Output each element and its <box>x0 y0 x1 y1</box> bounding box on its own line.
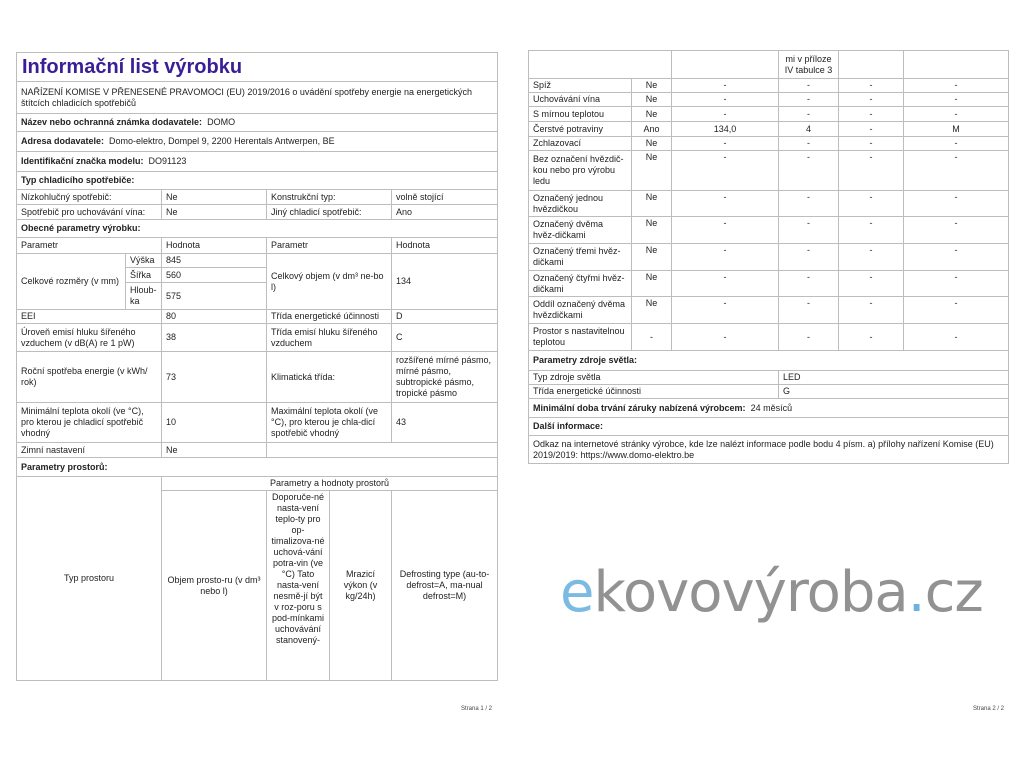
space-value: - <box>779 297 839 324</box>
space-row <box>529 122 1009 137</box>
cell: 43 <box>392 403 498 443</box>
warranty-row <box>529 399 1009 418</box>
space-value: - <box>779 93 839 107</box>
space-type: Zchlazovací <box>529 137 632 151</box>
space-type: Bez označení hvězdič-kou nebo pro výrobu ledu <box>529 151 632 191</box>
more-info-heading: Další informace: <box>533 421 604 431</box>
space-value: 134,0 <box>672 122 779 137</box>
regulation-text: NAŘÍZENÍ KOMISE V PŘENESENÉ PRAVOMOCI (EU) 2019/2016 o uvádění spotřeby energie na energetických štítcích chladicích spotřebičů <box>17 82 498 114</box>
cell: rozšířené mírné pásmo, mírné pásmo, subtropické pásmo, tropické pásmo <box>392 352 498 403</box>
cell: EEI <box>17 310 162 324</box>
space-value: - <box>904 324 1009 351</box>
space-value: Ne <box>632 191 672 217</box>
space-value: - <box>672 191 779 217</box>
cell: 10 <box>162 403 267 443</box>
space-type: S mírnou teplotou <box>529 107 632 122</box>
space-value: - <box>779 191 839 217</box>
address-label: Adresa dodavatele: <box>21 136 105 146</box>
cell: Spotřebič pro uchovávání vína: <box>17 205 162 220</box>
spaces-heading: Parametry prostorů: <box>21 461 108 472</box>
spaces-col-defrost: Defrosting type (au-to-defrost=A, ma-nual defrost=M) <box>392 491 498 681</box>
space-value: - <box>672 151 779 191</box>
header-cell: Parametr <box>17 238 162 254</box>
cell: Třída emisí hluku šířeného vzduchem <box>267 324 392 352</box>
cell: Klimatická třída: <box>267 352 392 403</box>
address-value: Domo-elektro, Dompel 9, 2200 Herentals Antwerpen, BE <box>109 136 335 146</box>
table-header-row <box>17 238 498 254</box>
space-row <box>529 151 1009 191</box>
cell: Jiný chladicí spotřebič: <box>267 205 392 220</box>
space-value: - <box>904 137 1009 151</box>
space-value: - <box>672 137 779 151</box>
table-row <box>17 403 498 443</box>
space-value: - <box>839 191 904 217</box>
cell: Třída energetické účinnosti <box>267 310 392 324</box>
cell: 80 <box>162 310 267 324</box>
space-value: - <box>904 271 1009 297</box>
space-value: - <box>839 151 904 191</box>
dimension-value: 845 <box>162 254 267 268</box>
cell: Ano <box>392 205 498 220</box>
cell: C <box>392 324 498 352</box>
space-value: - <box>904 93 1009 107</box>
space-type: Spíž <box>529 79 632 93</box>
cell: 73 <box>162 352 267 403</box>
table-row <box>17 310 498 324</box>
space-value: - <box>839 79 904 93</box>
space-value: Ne <box>632 93 672 107</box>
space-value: - <box>672 324 779 351</box>
watermark-logo: ekovovýroba.cz <box>560 560 983 625</box>
header-cell: Hodnota <box>162 238 267 254</box>
space-value: - <box>672 217 779 244</box>
spaces-group-header: Parametry a hodnoty prostorů <box>162 477 498 491</box>
product-info-table-page2 <box>528 50 1009 464</box>
space-value: - <box>839 137 904 151</box>
space-row <box>529 244 1009 271</box>
space-value: - <box>839 324 904 351</box>
spaces-col-volume: Objem prosto-ru (v dm³ nebo l) <box>162 491 267 681</box>
space-value: - <box>779 151 839 191</box>
volume-label: Celkový objem (v dm³ ne-bo l) <box>267 254 392 310</box>
space-row <box>529 191 1009 217</box>
light-value: LED <box>779 371 1009 385</box>
space-value: Ne <box>632 217 672 244</box>
table-row <box>17 443 498 458</box>
space-row <box>529 137 1009 151</box>
space-value: - <box>779 79 839 93</box>
cell: Ne <box>162 190 267 205</box>
space-value: - <box>779 217 839 244</box>
light-param: Typ zdroje světla <box>529 371 779 385</box>
space-type: Čerstvé potraviny <box>529 122 632 137</box>
page-number-2: Strana 2 / 2 <box>973 706 1005 712</box>
space-type: Označený čtyřmi hvěz-dičkami <box>529 271 632 297</box>
winter-value: Ne <box>162 443 267 458</box>
cell: Konstrukční typ: <box>267 190 392 205</box>
space-value: M <box>904 122 1009 137</box>
space-value: - <box>672 244 779 271</box>
space-value: - <box>632 324 672 351</box>
table-row <box>17 352 498 403</box>
type-heading: Typ chladicího spotřebiče: <box>21 175 135 185</box>
product-info-table-page1 <box>16 52 498 681</box>
space-row <box>529 297 1009 324</box>
table-row <box>17 190 498 205</box>
space-type: Oddíl označený dvěma hvězdičkami <box>529 297 632 324</box>
space-type: Prostor s nastavitelnou teplotou <box>529 324 632 351</box>
space-value: - <box>839 93 904 107</box>
space-value: - <box>904 191 1009 217</box>
cell: Nízkohlučný spotřebič: <box>17 190 162 205</box>
supplier-label: Název nebo ochranná známka dodavatele: <box>21 117 203 127</box>
space-value: - <box>672 79 779 93</box>
space-type: Uchovávání vína <box>529 93 632 107</box>
document-title: Informační list výrobku <box>17 53 498 82</box>
space-value: Ne <box>632 297 672 324</box>
space-value: - <box>904 107 1009 122</box>
dimensions-label: Celkové rozměry (v mm) <box>17 254 126 310</box>
space-value: - <box>839 107 904 122</box>
dimension-name: Hloub-ka <box>126 283 162 310</box>
space-value: Ano <box>632 122 672 137</box>
light-param: Třída energetické účinnosti <box>529 385 779 399</box>
space-type: Označený jednou hvězdičkou <box>529 191 632 217</box>
cell: D <box>392 310 498 324</box>
space-row <box>529 107 1009 122</box>
space-value: - <box>672 297 779 324</box>
cell: Roční spotřeba energie (v kWh/ rok) <box>17 352 162 403</box>
page-number-1: Strana 1 / 2 <box>461 706 493 712</box>
light-value: G <box>779 385 1009 399</box>
space-value: 4 <box>779 122 839 137</box>
space-value: Ne <box>632 271 672 297</box>
table-row <box>17 324 498 352</box>
space-value: - <box>839 122 904 137</box>
space-value: Ne <box>632 107 672 122</box>
space-value: - <box>779 244 839 271</box>
space-value: - <box>672 107 779 122</box>
space-value: - <box>839 297 904 324</box>
space-value: Ne <box>632 79 672 93</box>
light-heading: Parametry zdroje světla: <box>533 355 638 365</box>
space-value: - <box>779 271 839 297</box>
winter-label: Zimní nastavení <box>17 443 162 458</box>
space-value: - <box>779 324 839 351</box>
more-info-text: Odkaz na internetové stránky výrobce, kde lze nalézt informace podle bodu 4 písm. a) přílohy nařízení Komise (EU) 2019/2019: https://www.domo-elektro.be <box>529 436 1009 464</box>
spaces-col-freezing: Mrazicí výkon (v kg/24h) <box>330 491 392 681</box>
space-row <box>529 93 1009 107</box>
dimension-name: Výška <box>126 254 162 268</box>
space-row <box>529 217 1009 244</box>
space-row <box>529 324 1009 351</box>
cell: Minimální teplota okolí (ve °C), pro kterou je chladicí spotřebič vhodný <box>17 403 162 443</box>
spaces-col-temperature: Doporuče-né nasta-vení teplo-ty pro op-timalizova-né uchová-vání potra-vin (ve °C) Tato nasta-vení nesmě-jí být v roz-poru s pod-mínkami uchovávání stanovený- <box>267 491 330 681</box>
model-row <box>17 152 498 172</box>
supplier-row <box>17 114 498 132</box>
space-row <box>529 271 1009 297</box>
cell: 38 <box>162 324 267 352</box>
space-value: Ne <box>632 137 672 151</box>
header-cell: Parametr <box>267 238 392 254</box>
general-heading: Obecné parametry výrobku: <box>21 223 141 233</box>
space-value: - <box>839 271 904 297</box>
space-value: - <box>672 271 779 297</box>
volume-value: 134 <box>392 254 498 310</box>
space-value: - <box>779 137 839 151</box>
space-value: - <box>904 244 1009 271</box>
table-row <box>17 205 498 220</box>
warranty-label: Minimální doba trvání záruky nabízená výrobcem: <box>533 402 746 413</box>
space-value: - <box>779 107 839 122</box>
space-value: Ne <box>632 151 672 191</box>
cell: Maximální teplota okolí (ve °C), pro kterou je chla-dicí spotřebič vhodný <box>267 403 392 443</box>
cell: Ne <box>162 205 267 220</box>
space-type: Označený třemi hvěz-dičkami <box>529 244 632 271</box>
warranty-value: 24 měsíců <box>750 402 793 413</box>
model-value: DO91123 <box>148 156 187 166</box>
space-value: Ne <box>632 244 672 271</box>
dimension-value: 560 <box>162 268 267 283</box>
cell: volně stojící <box>392 190 498 205</box>
space-value: - <box>904 217 1009 244</box>
dimension-value: 575 <box>162 283 267 310</box>
space-row <box>529 79 1009 93</box>
model-label: Identifikační značka modelu: <box>21 156 144 166</box>
space-value: - <box>904 151 1009 191</box>
space-value: - <box>904 79 1009 93</box>
space-value: - <box>839 244 904 271</box>
space-type: Označený dvěma hvěz-dičkami <box>529 217 632 244</box>
spaces-col-type: Typ prostoru <box>17 477 162 681</box>
space-value: - <box>839 217 904 244</box>
cell: Úroveň emisí hluku šířeného vzduchem (v dB(A) re 1 pW) <box>17 324 162 352</box>
supplier-value: DOMO <box>207 117 236 127</box>
continuation-text: mi v příloze IV tabulce 3 <box>779 51 839 79</box>
address-row <box>17 132 498 152</box>
header-cell: Hodnota <box>392 238 498 254</box>
dimension-name: Šířka <box>126 268 162 283</box>
space-value: - <box>904 297 1009 324</box>
space-value: - <box>672 93 779 107</box>
